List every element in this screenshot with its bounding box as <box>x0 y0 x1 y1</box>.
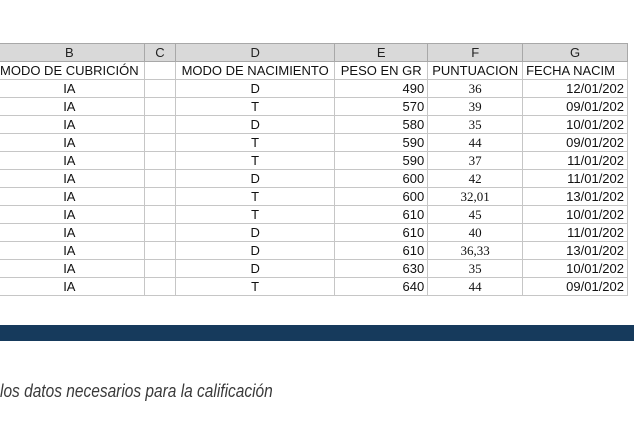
cell-c[interactable] <box>144 98 175 116</box>
cell-puntuacion[interactable]: 36,33 <box>428 242 523 260</box>
cell-cubricion[interactable]: IA <box>0 206 144 224</box>
table-row <box>0 152 628 170</box>
table-row <box>0 98 628 116</box>
column-header-e[interactable]: E <box>335 44 428 62</box>
cell-fecha[interactable]: 13/01/202 <box>523 188 628 206</box>
cell-header-c[interactable] <box>144 62 175 80</box>
cell-puntuacion[interactable]: 44 <box>428 278 523 296</box>
table-row <box>0 278 628 296</box>
cell-fecha[interactable]: 11/01/202 <box>523 224 628 242</box>
cell-puntuacion[interactable]: 37 <box>428 152 523 170</box>
cell-nacimiento[interactable]: D <box>176 170 335 188</box>
cell-nacimiento[interactable]: D <box>176 80 335 98</box>
cell-fecha[interactable]: 10/01/202 <box>523 116 628 134</box>
cell-peso[interactable]: 600 <box>335 188 428 206</box>
cell-header-fecha[interactable]: FECHA NACIM <box>523 62 628 80</box>
cell-puntuacion[interactable]: 35 <box>428 116 523 134</box>
cell-peso[interactable]: 570 <box>335 98 428 116</box>
cell-c[interactable] <box>144 170 175 188</box>
cell-peso[interactable]: 600 <box>335 170 428 188</box>
table-row <box>0 188 628 206</box>
data-rows <box>0 80 628 296</box>
cell-nacimiento[interactable]: T <box>176 98 335 116</box>
cell-nacimiento[interactable]: T <box>176 134 335 152</box>
cell-cubricion[interactable]: IA <box>0 242 144 260</box>
cell-cubricion[interactable]: IA <box>0 116 144 134</box>
cell-cubricion[interactable]: IA <box>0 224 144 242</box>
cell-c[interactable] <box>144 134 175 152</box>
cell-c[interactable] <box>144 278 175 296</box>
cell-c[interactable] <box>144 188 175 206</box>
cell-c[interactable] <box>144 80 175 98</box>
cell-nacimiento[interactable]: D <box>176 242 335 260</box>
cell-nacimiento[interactable]: T <box>176 206 335 224</box>
spreadsheet-grid <box>0 43 628 296</box>
cell-nacimiento[interactable]: T <box>176 188 335 206</box>
cell-cubricion[interactable]: IA <box>0 80 144 98</box>
table-row <box>0 80 628 98</box>
column-letter-row <box>0 44 628 62</box>
cell-header-puntuacion[interactable]: PUNTUACION <box>428 62 523 80</box>
cell-peso[interactable]: 630 <box>335 260 428 278</box>
cell-peso[interactable]: 580 <box>335 116 428 134</box>
cell-fecha[interactable]: 13/01/202 <box>523 242 628 260</box>
cell-nacimiento[interactable]: D <box>176 260 335 278</box>
cell-puntuacion[interactable]: 42 <box>428 170 523 188</box>
cell-fecha[interactable]: 10/01/202 <box>523 206 628 224</box>
cell-nacimiento[interactable]: D <box>176 224 335 242</box>
header-label-row <box>0 62 628 80</box>
column-header-f[interactable]: F <box>428 44 523 62</box>
figure-caption: los datos necesarios para la calificación <box>0 381 273 401</box>
cell-c[interactable] <box>144 206 175 224</box>
cell-peso[interactable]: 590 <box>335 134 428 152</box>
spreadsheet-view <box>0 38 634 324</box>
cell-cubricion[interactable]: IA <box>0 170 144 188</box>
cell-fecha[interactable]: 11/01/202 <box>523 152 628 170</box>
cell-cubricion[interactable]: IA <box>0 98 144 116</box>
cell-puntuacion[interactable]: 36 <box>428 80 523 98</box>
cell-puntuacion[interactable]: 40 <box>428 224 523 242</box>
table-row <box>0 260 628 278</box>
cell-puntuacion[interactable]: 45 <box>428 206 523 224</box>
cell-peso[interactable]: 610 <box>335 224 428 242</box>
cell-cubricion[interactable]: IA <box>0 134 144 152</box>
column-header-b[interactable]: B <box>0 44 144 62</box>
cell-cubricion[interactable]: IA <box>0 188 144 206</box>
cell-cubricion[interactable]: IA <box>0 278 144 296</box>
cell-peso[interactable]: 640 <box>335 278 428 296</box>
cell-fecha[interactable]: 11/01/202 <box>523 170 628 188</box>
cell-cubricion[interactable]: IA <box>0 260 144 278</box>
table-row <box>0 206 628 224</box>
cell-header-cubricion[interactable]: MODO DE CUBRICIÓN <box>0 62 144 80</box>
column-header-d[interactable]: D <box>176 44 335 62</box>
cell-nacimiento[interactable]: T <box>176 278 335 296</box>
cell-peso[interactable]: 590 <box>335 152 428 170</box>
cell-puntuacion[interactable]: 35 <box>428 260 523 278</box>
cell-fecha[interactable]: 09/01/202 <box>523 134 628 152</box>
cell-header-nacimiento[interactable]: MODO DE NACIMIENTO <box>176 62 335 80</box>
cell-nacimiento[interactable]: T <box>176 152 335 170</box>
cell-peso[interactable]: 610 <box>335 242 428 260</box>
table-row <box>0 224 628 242</box>
cell-puntuacion[interactable]: 44 <box>428 134 523 152</box>
cell-c[interactable] <box>144 224 175 242</box>
cell-peso[interactable]: 490 <box>335 80 428 98</box>
table-row <box>0 170 628 188</box>
cell-fecha[interactable]: 09/01/202 <box>523 278 628 296</box>
cell-cubricion[interactable]: IA <box>0 152 144 170</box>
cell-fecha[interactable]: 10/01/202 <box>523 260 628 278</box>
cell-peso[interactable]: 610 <box>335 206 428 224</box>
cell-c[interactable] <box>144 152 175 170</box>
column-header-c[interactable]: C <box>144 44 175 62</box>
cell-nacimiento[interactable]: D <box>176 116 335 134</box>
cell-c[interactable] <box>144 260 175 278</box>
table-row <box>0 134 628 152</box>
column-header-g[interactable]: G <box>523 44 628 62</box>
cell-puntuacion[interactable]: 39 <box>428 98 523 116</box>
table-row <box>0 242 628 260</box>
cell-header-peso[interactable]: PESO EN GR <box>335 62 428 80</box>
table-row <box>0 116 628 134</box>
cell-c[interactable] <box>144 242 175 260</box>
cell-puntuacion[interactable]: 32,01 <box>428 188 523 206</box>
cell-fecha[interactable]: 09/01/202 <box>523 98 628 116</box>
cell-fecha[interactable]: 12/01/202 <box>523 80 628 98</box>
cell-c[interactable] <box>144 116 175 134</box>
page-divider-band <box>0 325 634 341</box>
